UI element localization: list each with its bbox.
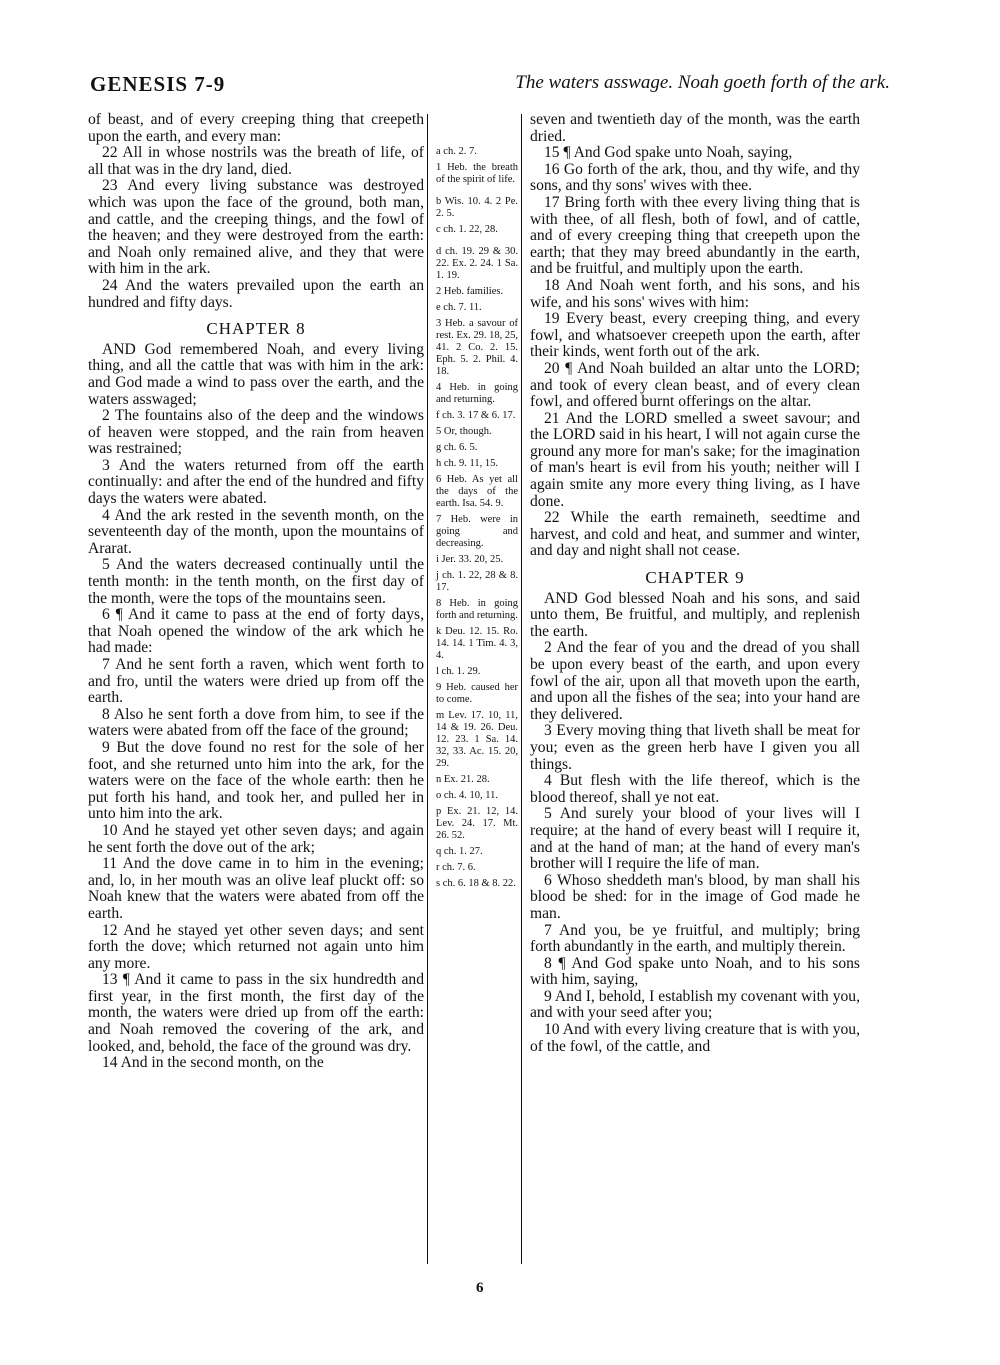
- verse-paragraph: 4 And the ark rested in the seventh month, on the seventeenth day of the month, upon the mountains of Ararat.: [88, 506, 424, 557]
- verse-paragraph: 9 And I, behold, I establish my covenant with you, and with your seed after you;: [530, 987, 860, 1022]
- verse-paragraph: 6 Whoso sheddeth man's blood, by man shall his blood be shed: for in the image of God made he man.: [530, 871, 860, 922]
- verse-paragraph: 18 And Noah went forth, and his sons, and his wife, and his sons' wives with him:: [530, 276, 860, 311]
- marginal-note: 5 Or, though.: [436, 426, 492, 437]
- left-column-rule: [427, 114, 428, 1264]
- marginal-note: e ch. 7. 11.: [436, 302, 482, 313]
- verse-paragraph: 8 Also he sent forth a dove from him, to see if the waters were abated from off the face of the ground;: [88, 705, 424, 740]
- marginal-note: l ch. 1. 29.: [436, 666, 481, 677]
- marginal-note: s ch. 6. 18 & 8. 22.: [436, 878, 516, 889]
- marginal-note: 3 Heb. a savour of rest. Ex. 29. 18, 25, 41. 2 Co. 2. 15. Eph. 5. 2. Phil. 4. 18.: [436, 318, 518, 377]
- verse-paragraph: 20 ¶ And Noah builded an altar unto the LORD; and took of every clean beast, and of every clean fowl, and offered burnt offerings on the altar.: [530, 359, 860, 411]
- marginal-note: h ch. 9. 11, 15.: [436, 458, 499, 469]
- marginal-note: p Ex. 21. 12, 14. Lev. 24. 17. Mt. 26. 52.: [436, 806, 518, 841]
- marginal-references-column: [436, 146, 518, 894]
- verse-paragraph: 7 And he sent forth a raven, which went forth to and fro, until the waters were dried up from off the earth.: [88, 656, 424, 707]
- marginal-note: j ch. 1. 22, 28 & 8. 17.: [436, 570, 518, 593]
- verse-paragraph: 24 And the waters prevailed upon the earth an hundred and fifty days.: [88, 276, 424, 311]
- marginal-note: 9 Heb. caused her to come.: [436, 682, 518, 705]
- book-title: GENESIS 7-9: [90, 72, 226, 96]
- verse-paragraph: of beast, and of every creeping thing that creepeth upon the earth, and every man:: [88, 111, 424, 145]
- verse-paragraph: 21 And the LORD smelled a sweet savour; and the LORD said in his heart, I will not again curse the ground any more for man's sake; for the imagination of man's heart is evil from his youth; neither will I again smite any more every thing living, as I have done.: [530, 409, 860, 510]
- marginal-note: m Lev. 17. 10, 11, 14 & 19. 26. Deu. 12. 23. 1 Sa. 14. 32, 33. Ac. 15. 20, 29.: [436, 710, 518, 769]
- marginal-note: 8 Heb. in going forth and returning.: [436, 598, 518, 621]
- verse-paragraph: 5 And the waters decreased continually until the tenth month: in the tenth month, on the first day of the month, were the tops of the mountains seen.: [88, 556, 424, 607]
- chapter-heading: CHAPTER 9: [645, 568, 745, 588]
- marginal-note: 1 Heb. the breath of the spirit of life.: [436, 162, 518, 185]
- verse-paragraph: 9 But the dove found no rest for the sole of her foot, and she returned unto him into the ark, for the waters were on the face of the whole earth: then he put forth his hand, and took her, and pulled her in unto him into the ark.: [88, 738, 424, 823]
- marginal-note: c ch. 1. 22, 28.: [436, 224, 498, 235]
- marginal-note: k Deu. 12. 15. Ro. 14. 14. 1 Tim. 4. 3, 4.: [436, 626, 518, 661]
- marginal-note: g ch. 6. 5.: [436, 442, 478, 453]
- verse-paragraph: AND God blessed Noah and his sons, and said unto them, Be fruitful, and multiply, and replenish the earth.: [530, 589, 860, 640]
- verse-paragraph: 17 Bring forth with thee every living thing that is with thee, of all flesh, both of fowl, and of cattle, and of every creeping thing that creepeth upon the earth; that they may breed abundantly in the earth, and be fruitful, and multiply upon the earth.: [530, 193, 860, 278]
- verse-paragraph: seven and twentieth day of the month, was the earth dried.: [530, 111, 860, 145]
- verse-paragraph: 16 Go forth of the ark, thou, and thy wife, and thy sons, and thy sons' wives with thee.: [530, 160, 860, 195]
- chapter-heading: CHAPTER 8: [206, 319, 306, 339]
- right-column-rule: [521, 114, 522, 1264]
- verse-paragraph: 10 And with every living creature that is with you, of the fowl, of the cattle, and: [530, 1021, 860, 1055]
- verse-paragraph: 2 The fountains also of the deep and the windows of heaven were stopped, and the rain from heaven was restrained;: [88, 407, 424, 458]
- right-text-column: [530, 112, 860, 1055]
- marginal-note: 4 Heb. in going and returning.: [436, 382, 518, 405]
- marginal-note: q ch. 1. 27.: [436, 846, 483, 857]
- verse-paragraph: 22 While the earth remaineth, seedtime and harvest, and cold and heat, and summer and winter, and day and night shall not cease.: [530, 509, 860, 560]
- verse-paragraph: 15 ¶ And God spake unto Noah, saying,: [544, 144, 793, 162]
- verse-paragraph: 11 And the dove came in to him in the evening; and, lo, in her mouth was an olive leaf pluckt off: so Noah knew that the waters were abated from off the earth.: [88, 855, 424, 922]
- marginal-note: r ch. 7. 6.: [436, 862, 476, 873]
- verse-paragraph: 6 ¶ And it came to pass at the end of forty days, that Noah opened the window of the ark which he had made:: [88, 606, 424, 657]
- marginal-note: o ch. 4. 10, 11.: [436, 790, 499, 801]
- verse-paragraph: 12 And he stayed yet other seven days; and sent forth the dove; which returned not again unto him any more.: [88, 921, 424, 972]
- marginal-note: d ch. 19. 29 & 30. 22. Ex. 2. 24. 1 Sa. 1. 19.: [436, 246, 518, 281]
- marginal-note: n Ex. 21. 28.: [436, 774, 490, 785]
- verse-paragraph: 3 Every moving thing that liveth shall be meat for you; even as the green herb have I given you all things.: [530, 722, 860, 773]
- marginal-note: i Jer. 33. 20, 25.: [436, 554, 504, 565]
- page-header: [90, 72, 890, 106]
- page-number: 6: [476, 1280, 484, 1296]
- verse-paragraph: 14 And in the second month, on the: [102, 1054, 324, 1072]
- verse-paragraph: 5 And surely your blood of your lives will I require; at the hand of every beast will I require it, and at the hand of man; at the hand of every man's brother will I require the life of man.: [530, 805, 860, 873]
- verse-paragraph: 23 And every living substance was destroyed which was upon the face of the ground, both man, and cattle, and the creeping things, and the fowl of the heaven; and they were destroyed from the earth: and Noah only remained alive, and they that were with him in the ark.: [88, 177, 424, 278]
- marginal-note: a ch. 2. 7.: [436, 146, 477, 157]
- running-head: The waters asswage. Noah goeth forth of the ark.: [515, 72, 890, 93]
- marginal-note: 7 Heb. were in going and decreasing.: [436, 514, 518, 549]
- marginal-note: 6 Heb. As yet all the days of the earth. Isa. 54. 9.: [436, 474, 518, 509]
- marginal-note: f ch. 3. 17 & 6. 17.: [436, 410, 516, 421]
- verse-paragraph: 13 ¶ And it came to pass in the six hundredth and first year, in the first month, the first day of the month, the waters were dried up from off the earth: and Noah removed the covering of the ark, and looked, and, behold, the face of the ground was dry.: [88, 971, 424, 1055]
- verse-paragraph: AND God remembered Noah, and every living thing, and all the cattle that was with him in the ark: and God made a wind to pass over the earth, and the waters asswaged;: [88, 340, 424, 408]
- marginal-note: 2 Heb. families.: [436, 286, 504, 297]
- verse-paragraph: 7 And you, be ye fruitful, and multiply; bring forth abundantly in the earth, and multiply therein.: [530, 921, 860, 956]
- marginal-note: b Wis. 10. 4. 2 Pe. 2. 5.: [436, 196, 518, 219]
- verse-paragraph: 4 But flesh with the life thereof, which is the blood thereof, shall ye not eat.: [530, 772, 860, 806]
- verse-paragraph: 8 ¶ And God spake unto Noah, and to his sons with him, saying,: [530, 954, 860, 989]
- verse-paragraph: 2 And the fear of you and the dread of you shall be upon every beast of the earth, and upon every fowl of the air, upon all that moveth upon the earth, and upon all the fishes of the sea; into your hand are they delivered.: [530, 639, 860, 723]
- verse-paragraph: 10 And he stayed yet other seven days; and again he sent forth the dove out of the ark;: [88, 821, 424, 856]
- left-text-column: [88, 112, 424, 1072]
- verse-paragraph: 19 Every beast, every creeping thing, and every fowl, and whatsoever creepeth upon the earth, after their kinds, went forth out of the ark.: [530, 310, 860, 361]
- verse-paragraph: 3 And the waters returned from off the earth continually: and after the end of the hundred and fifty days the waters were abated.: [88, 456, 424, 508]
- verse-paragraph: 22 All in whose nostrils was the breath of life, of all that was in the dry land, died.: [88, 144, 424, 178]
